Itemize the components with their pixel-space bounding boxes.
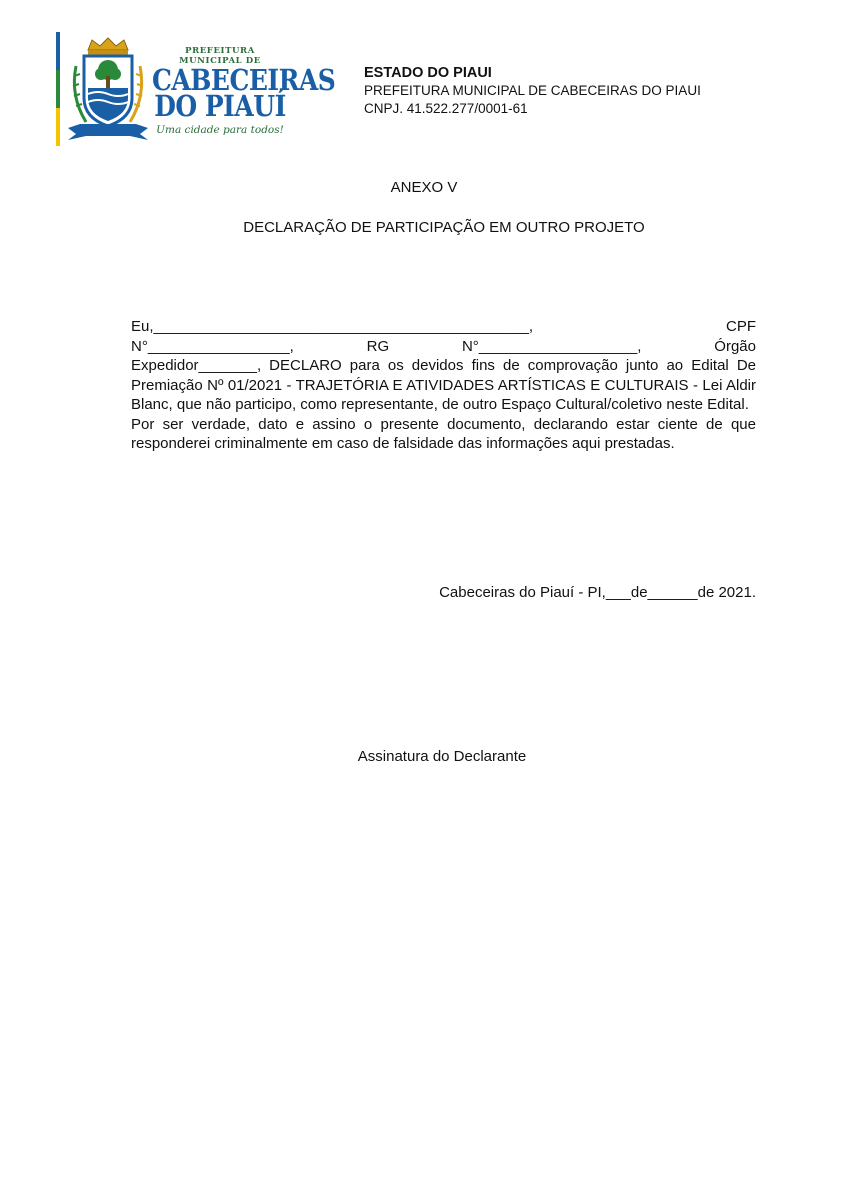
header-prefeitura: PREFEITURA MUNICIPAL DE CABECEIRAS DO PIAUI: [364, 83, 701, 98]
name-field-line: Eu,_____________________________________________,: [131, 318, 534, 335]
header-state: ESTADO DO PIAUI: [364, 65, 492, 81]
document-header: [364, 64, 701, 118]
logo-do-piaui-text: DO PIAUÍ: [154, 89, 286, 124]
cpf-label: CPF: [726, 318, 756, 335]
rg-field-line: N°___________________,: [461, 337, 642, 355]
coat-of-arms-icon: [66, 36, 150, 142]
signature-label: Assinatura do Declarante: [357, 748, 527, 765]
orgao-label: Órgão: [714, 337, 756, 355]
logo-prefeitura-text: PREFEITURA MUNICIPAL DE: [179, 46, 261, 66]
municipal-logo: [56, 32, 336, 146]
cpf-field-line: N°_________________,: [131, 337, 294, 355]
declaration-paragraph: Expedidor_______, DECLARO para os devidos fins de comprovação junto ao Edital De Premiação Nº 01/2021 - TRAJETÓRIA E ATIVIDADES ARTÍSTICAS E CULTURAIS - Lei Aldir Blanc, que não participo, como representante, de outro Espaço Cultural/coletivo neste Edital.: [131, 357, 756, 413]
annex-label: ANEXO V: [390, 179, 458, 196]
logo-color-bars: [56, 32, 64, 146]
place-date-line: Cabeceiras do Piauí - PI,___de______de 2021.: [439, 584, 756, 601]
logo-text: [152, 46, 336, 136]
header-cnpj: CNPJ. 41.522.277/0001-61: [364, 101, 528, 116]
body-line-2: [131, 337, 756, 357]
document-title: DECLARAÇÃO DE PARTICIPAÇÃO EM OUTRO PROJETO: [243, 219, 645, 236]
body-line-1: [131, 317, 756, 337]
logo-slogan: Uma cidade para todos!: [156, 124, 284, 136]
truth-statement-paragraph: Por ser verdade, dato e assino o presente documento, declarando estar ciente de que responderei criminalmente em caso de falsidade das informações aqui prestadas.: [131, 415, 756, 452]
declaration-body: [131, 317, 756, 454]
logo-cabeceiras-text: CABECEIRAS: [152, 63, 336, 98]
rg-label: RG: [366, 337, 390, 355]
